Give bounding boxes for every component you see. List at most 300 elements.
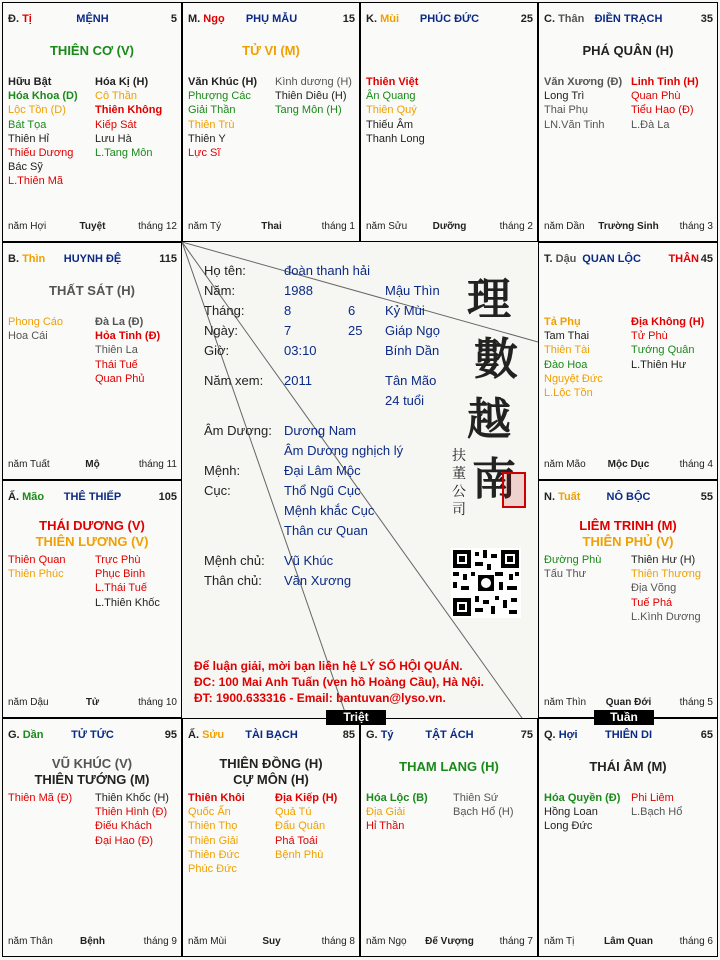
month-value: 8 bbox=[284, 303, 292, 318]
minor-star: Thiên Khốc (H) bbox=[95, 792, 169, 804]
earthly-branch: Ngọ bbox=[203, 13, 225, 25]
minor-star: Tấu Thư bbox=[544, 568, 587, 581]
palace-tuat[interactable] bbox=[538, 480, 718, 718]
minor-star: Tả Phụ bbox=[544, 316, 581, 328]
minor-star: Tiểu Hao (Đ) bbox=[631, 104, 694, 117]
life-stage: Dưỡng bbox=[432, 221, 467, 232]
day-canchi: Giáp Ngọ bbox=[385, 323, 440, 338]
minor-limit-year: năm Hợi bbox=[8, 221, 47, 232]
minor-stars-left bbox=[8, 791, 72, 805]
minor-star: Ân Quang bbox=[366, 90, 416, 103]
minor-limit-year: năm Tý bbox=[188, 221, 222, 232]
minor-stars-left bbox=[188, 75, 257, 160]
palace-footer bbox=[188, 936, 355, 948]
major-limit-age: 115 bbox=[159, 253, 177, 265]
earthly-branch: Tý bbox=[380, 729, 394, 741]
palace-name: NÔ BỘC bbox=[606, 491, 651, 503]
palace-location bbox=[544, 253, 576, 265]
minor-limit-year: năm Mùi bbox=[188, 936, 227, 947]
minor-star: Thiếu Âm bbox=[366, 118, 414, 131]
minor-star: Địa Võng bbox=[631, 582, 677, 595]
minor-star: Cô Thần bbox=[95, 90, 137, 103]
palace-location bbox=[8, 13, 32, 25]
year-label: Năm: bbox=[204, 283, 236, 298]
month-limit: tháng 11 bbox=[138, 459, 177, 470]
major-limit-age: 105 bbox=[158, 491, 177, 503]
palace-header bbox=[188, 729, 355, 743]
minor-star: Phúc Đức bbox=[188, 863, 237, 876]
minor-star: Địa Không (H) bbox=[631, 316, 705, 328]
minor-star: L.Lộc Tồn bbox=[544, 387, 593, 400]
palace-footer bbox=[8, 697, 177, 709]
minor-star: L.Kình Dương bbox=[631, 610, 701, 623]
minor-stars-right bbox=[631, 791, 682, 819]
minor-limit-year: năm Mão bbox=[544, 459, 586, 470]
month-limit: tháng 8 bbox=[321, 936, 355, 947]
minor-star: Thai Phụ bbox=[544, 104, 589, 117]
minor-star: Đà La (Đ) bbox=[95, 316, 144, 328]
minor-star: Đào Hoa bbox=[544, 358, 588, 371]
main-star: THIÊN TƯỚNG (M) bbox=[34, 772, 150, 787]
minor-stars-right bbox=[631, 315, 704, 372]
menh-value: Đại Lâm Mộc bbox=[284, 463, 361, 478]
month-limit: tháng 5 bbox=[679, 697, 713, 708]
side-seal-text: 扶 董 公 司 bbox=[452, 448, 466, 518]
than-cu-value: Thân cư Quan bbox=[284, 523, 368, 538]
minor-star: Văn Xương (Đ) bbox=[544, 76, 623, 88]
menh-chu-label: Mệnh chủ: bbox=[204, 553, 265, 568]
palace-dau[interactable] bbox=[538, 242, 718, 480]
minor-stars-right bbox=[95, 315, 160, 386]
than-chu-label: Thân chủ: bbox=[204, 573, 262, 588]
palace-name: THÊ THIẾP bbox=[63, 491, 122, 503]
age-value: 24 tuổi bbox=[385, 393, 425, 408]
earthly-branch: Thân bbox=[558, 13, 585, 25]
minor-star: Hữu Bật bbox=[8, 76, 52, 88]
main-star: THAM LANG (H) bbox=[399, 759, 499, 774]
minor-star: Thiên Sứ bbox=[453, 792, 499, 804]
palace-header bbox=[8, 491, 177, 505]
amduong-relation: Âm Dương nghịch lý bbox=[284, 443, 404, 458]
cuc-relation: Mệnh khắc Cục bbox=[284, 503, 375, 518]
main-star: THIÊN PHỦ (V) bbox=[582, 534, 674, 549]
major-limit-age: 25 bbox=[520, 13, 533, 25]
palace-hoi[interactable] bbox=[538, 718, 718, 957]
palace-footer bbox=[544, 936, 713, 948]
minor-stars-right bbox=[95, 553, 160, 610]
hour-value: 03:10 bbox=[284, 343, 317, 358]
minor-limit-year: năm Ngọ bbox=[366, 936, 407, 947]
palace-header bbox=[544, 13, 713, 27]
minor-star: Hồng Loan bbox=[544, 806, 598, 819]
earthly-branch: Tị bbox=[22, 13, 32, 25]
heavenly-stem: B. bbox=[8, 253, 19, 265]
minor-star: Văn Khúc (H) bbox=[188, 76, 258, 88]
month-limit: tháng 10 bbox=[138, 697, 177, 708]
minor-star: Linh Tinh (H) bbox=[631, 76, 699, 88]
minor-star: Tuế Phá bbox=[631, 596, 673, 609]
palace-footer bbox=[8, 459, 177, 471]
minor-star: L.Thái Tuế bbox=[95, 582, 147, 595]
palace-footer bbox=[544, 697, 713, 709]
minor-star: Bát Tọa bbox=[8, 118, 47, 131]
earthly-branch: Mùi bbox=[380, 13, 400, 25]
palace-header bbox=[544, 729, 713, 743]
menh-chu-value: Vũ Khúc bbox=[284, 553, 334, 568]
minor-star: Điếu Khách bbox=[95, 820, 152, 833]
palace-name: QUAN LỘC bbox=[582, 253, 641, 265]
minor-stars-left bbox=[544, 553, 601, 581]
name-label: Họ tên: bbox=[204, 263, 246, 278]
minor-star: Thanh Long bbox=[366, 132, 425, 145]
calligraphy-char-3: 越 bbox=[467, 394, 511, 445]
year-canchi: Mậu Thìn bbox=[385, 283, 440, 298]
minor-star: Thiên Hư (H) bbox=[631, 554, 696, 566]
minor-star: Kình dương (H) bbox=[275, 76, 352, 88]
main-star: TỬ VI (M) bbox=[242, 43, 300, 58]
palace-ty[interactable] bbox=[360, 718, 538, 957]
life-stage: Suy bbox=[262, 936, 281, 947]
minor-star: Trực Phù bbox=[95, 554, 141, 566]
palace-header bbox=[8, 13, 177, 27]
minor-stars-right bbox=[631, 553, 701, 624]
minor-star: Địa Giải bbox=[366, 806, 406, 819]
minor-star: Địa Kiếp (H) bbox=[275, 792, 338, 804]
palace-footer bbox=[8, 221, 177, 233]
hour-label: Giờ: bbox=[204, 343, 230, 358]
minor-star: Thiên Việt bbox=[366, 76, 419, 88]
view-year-canchi: Tân Mão bbox=[385, 373, 437, 388]
than-marker: THÂN bbox=[668, 253, 699, 265]
life-stage: Thai bbox=[261, 221, 282, 232]
main-star: THIÊN CƠ (V) bbox=[49, 43, 135, 58]
triet-marker: Triệt bbox=[326, 710, 386, 725]
minor-star: Thiên Diêu (H) bbox=[275, 90, 347, 103]
life-stage: Tử bbox=[85, 697, 100, 708]
minor-star: Kiếp Sát bbox=[95, 118, 137, 131]
palace-location bbox=[8, 729, 43, 741]
minor-star: Phong Cáo bbox=[8, 316, 64, 328]
palace-mui[interactable] bbox=[360, 2, 538, 242]
red-seal-stamp bbox=[502, 472, 526, 508]
heavenly-stem: C. bbox=[544, 13, 555, 25]
heavenly-stem: K. bbox=[366, 13, 377, 25]
palace-footer bbox=[188, 221, 355, 233]
palace-footer bbox=[366, 221, 533, 233]
minor-star: Phục Binh bbox=[95, 568, 146, 581]
day-value: 7 bbox=[284, 323, 292, 338]
minor-star: L.Thiên Mã bbox=[8, 175, 64, 188]
minor-star: Hỉ Thần bbox=[366, 820, 405, 833]
palace-location bbox=[544, 491, 580, 503]
minor-stars-left bbox=[544, 75, 622, 132]
main-star: THIÊN ĐỒNG (H) bbox=[219, 756, 323, 771]
minor-stars-left bbox=[8, 315, 63, 343]
minor-limit-year: năm Sửu bbox=[366, 221, 408, 232]
minor-star: Thiên Y bbox=[188, 132, 226, 145]
main-star: VŨ KHÚC (V) bbox=[51, 756, 133, 771]
life-stage: Quan Đới bbox=[605, 697, 652, 708]
major-limit-age: 5 bbox=[170, 13, 177, 25]
minor-star: Thiếu Dương bbox=[8, 147, 74, 160]
minor-star: Thiên Hình (Đ) bbox=[95, 806, 168, 819]
minor-star: Giải Thần bbox=[188, 104, 236, 117]
month-label: Tháng: bbox=[204, 303, 245, 318]
heavenly-stem: N. bbox=[544, 491, 555, 503]
palace-location bbox=[366, 729, 394, 741]
minor-stars-left bbox=[8, 553, 65, 581]
palace-mao[interactable] bbox=[2, 480, 182, 718]
minor-star: Thiên Tài bbox=[544, 344, 590, 357]
minor-limit-year: năm Tuất bbox=[8, 459, 50, 470]
minor-star: Tam Thai bbox=[544, 330, 590, 343]
palace-location bbox=[188, 729, 224, 741]
month-limit: tháng 1 bbox=[321, 221, 355, 232]
life-stage: Đế Vượng bbox=[425, 936, 474, 947]
life-stage: Bệnh bbox=[80, 936, 105, 947]
palace-than[interactable] bbox=[538, 2, 718, 242]
month-limit: tháng 9 bbox=[143, 936, 177, 947]
major-limit-age: 65 bbox=[700, 729, 713, 741]
life-stage: Mộc Dục bbox=[607, 459, 650, 470]
month-limit: tháng 2 bbox=[499, 221, 533, 232]
minor-star: Thiên Trù bbox=[188, 118, 235, 131]
earthly-branch: Dậu bbox=[555, 253, 577, 265]
palace-footer bbox=[8, 936, 177, 948]
month-limit: tháng 7 bbox=[499, 936, 533, 947]
minor-limit-year: năm Dậu bbox=[8, 697, 49, 708]
minor-limit-year: năm Tị bbox=[544, 936, 575, 947]
major-limit-age: 45 bbox=[700, 253, 713, 265]
major-limit-age: 55 bbox=[700, 491, 713, 503]
contact-line-2: ĐC: 100 Mai Anh Tuấn (ven hồ Hoàng Cầu), Hà Nội. bbox=[194, 675, 485, 689]
minor-limit-year: năm Thìn bbox=[544, 697, 587, 708]
palace-header bbox=[366, 13, 533, 27]
month-value-lunar: 6 bbox=[348, 303, 356, 318]
minor-star: Đẩu Quân bbox=[275, 820, 326, 833]
life-stage: Lâm Quan bbox=[604, 936, 653, 947]
view-year-label: Năm xem: bbox=[204, 373, 264, 388]
menh-label: Mệnh: bbox=[204, 463, 241, 478]
palace-dan[interactable] bbox=[2, 718, 182, 957]
palace-name: PHỤ MẪU bbox=[245, 13, 298, 25]
main-star: THÁI DƯƠNG (V) bbox=[39, 518, 145, 533]
palace-location bbox=[8, 491, 44, 503]
palace-suu[interactable] bbox=[182, 718, 360, 957]
main-star: THIÊN LƯƠNG (V) bbox=[35, 534, 149, 549]
minor-stars-left bbox=[544, 791, 620, 834]
palace-name: ĐIỀN TRẠCH bbox=[594, 13, 663, 25]
palace-header bbox=[8, 729, 177, 743]
minor-star: Thiên Thương bbox=[631, 568, 702, 581]
cuc-value: Thổ Ngũ Cục bbox=[284, 483, 361, 498]
main-star: PHÁ QUÂN (H) bbox=[582, 43, 674, 58]
earthly-branch: Thìn bbox=[22, 253, 46, 265]
minor-star: Thiên Quan bbox=[8, 554, 66, 566]
heavenly-stem: M. bbox=[188, 13, 201, 25]
amduong-value: Dương Nam bbox=[284, 423, 357, 438]
year-value: 1988 bbox=[284, 283, 313, 298]
palace-location bbox=[188, 13, 225, 25]
minor-star: L.Bạch Hổ bbox=[631, 806, 683, 819]
day-value-lunar: 25 bbox=[348, 323, 363, 338]
minor-star: L.Tang Môn bbox=[95, 147, 153, 160]
minor-star: Quan Phủ bbox=[95, 372, 145, 385]
palace-footer bbox=[544, 459, 713, 471]
contact-line-3: ĐT: 1900.633316 - Email: bantuvan@lyso.vn. bbox=[194, 691, 446, 705]
minor-star: Đại Hao (Đ) bbox=[95, 834, 154, 847]
heavenly-stem: T. bbox=[544, 253, 553, 265]
minor-star: Bạch Hổ (H) bbox=[453, 806, 514, 819]
minor-star: Long Đức bbox=[544, 820, 593, 833]
major-limit-age: 15 bbox=[342, 13, 355, 25]
month-limit: tháng 12 bbox=[138, 221, 177, 232]
earthly-branch: Tuất bbox=[558, 491, 581, 503]
day-label: Ngày: bbox=[204, 323, 238, 338]
life-stage: Mộ bbox=[85, 459, 100, 470]
palace-name: HUYNH ĐỆ bbox=[63, 253, 122, 265]
minor-star: Thiên Mã (Đ) bbox=[8, 792, 73, 804]
palace-location bbox=[544, 13, 584, 25]
minor-star: Quả Tú bbox=[275, 806, 312, 819]
minor-star: Long Trì bbox=[544, 90, 585, 103]
calligraphy-char-4: 南 bbox=[472, 454, 516, 505]
major-limit-age: 85 bbox=[342, 729, 355, 741]
heavenly-stem: Q. bbox=[544, 729, 556, 741]
qr-code-icon[interactable] bbox=[451, 548, 521, 618]
minor-stars-left bbox=[544, 315, 603, 400]
minor-star: Thiên Hỉ bbox=[8, 132, 49, 145]
minor-star: L.Thiên Hư bbox=[631, 358, 687, 371]
palace-location bbox=[544, 729, 578, 741]
palace-location bbox=[8, 253, 45, 265]
minor-star: L.Thiên Khốc bbox=[95, 596, 160, 609]
calligraphy-char-2: 數 bbox=[474, 334, 518, 385]
palace-header bbox=[366, 729, 533, 743]
minor-star: Hỏa Tinh (Đ) bbox=[95, 330, 161, 343]
amduong-label: Âm Dương: bbox=[204, 423, 272, 438]
minor-star: Phượng Các bbox=[188, 90, 251, 103]
palace-footer bbox=[544, 221, 713, 233]
heavenly-stem: G. bbox=[366, 729, 378, 741]
minor-star: Phi Liêm bbox=[631, 792, 674, 804]
minor-stars-right bbox=[275, 791, 337, 862]
minor-star: Đường Phù bbox=[544, 554, 602, 566]
month-limit: tháng 3 bbox=[679, 221, 713, 232]
month-limit: tháng 4 bbox=[679, 459, 713, 470]
minor-star: Thiên Đức bbox=[188, 848, 240, 861]
month-canchi: Kỷ Mùi bbox=[385, 303, 425, 318]
palace-ti[interactable] bbox=[2, 2, 182, 242]
main-star: LIÊM TRINH (M) bbox=[579, 518, 677, 533]
earthly-branch: Hợi bbox=[558, 729, 578, 741]
minor-star: Thiên Không bbox=[95, 104, 163, 117]
minor-star: Thiên Phúc bbox=[8, 568, 64, 581]
minor-stars-right bbox=[95, 791, 169, 848]
minor-star: Tử Phù bbox=[631, 330, 668, 343]
main-star: CỰ MÔN (H) bbox=[233, 772, 309, 787]
palace-name: PHÚC ĐỨC bbox=[419, 13, 480, 25]
earthly-branch: Dần bbox=[22, 729, 44, 741]
minor-star: Thái Tuế bbox=[95, 358, 138, 371]
minor-star: Hóa Lộc (B) bbox=[366, 792, 428, 804]
major-limit-age: 95 bbox=[164, 729, 177, 741]
minor-star: Thiên Thọ bbox=[188, 820, 238, 833]
life-stage: Trường Sinh bbox=[598, 221, 659, 232]
minor-star: Quan Phù bbox=[631, 90, 681, 103]
palace-header bbox=[544, 253, 713, 267]
hour-canchi: Bính Dần bbox=[385, 343, 440, 358]
main-star: THÁI ÂM (M) bbox=[589, 759, 667, 774]
minor-star: Quốc Ấn bbox=[188, 806, 231, 819]
palace-footer bbox=[366, 936, 533, 948]
cuc-label: Cục: bbox=[204, 483, 231, 498]
life-stage: Tuyệt bbox=[79, 221, 106, 232]
minor-star: Lực Sĩ bbox=[188, 147, 221, 160]
minor-star: L.Đà La bbox=[631, 118, 670, 131]
heavenly-stem: Ấ. bbox=[188, 729, 199, 741]
palace-header bbox=[188, 13, 355, 27]
minor-star: LN.Văn Tinh bbox=[544, 118, 605, 131]
main-star: THẤT SÁT (H) bbox=[49, 283, 135, 298]
minor-star: Hóa Khoa (D) bbox=[8, 90, 78, 103]
minor-star: Lưu Hà bbox=[95, 132, 132, 145]
major-limit-age: 75 bbox=[520, 729, 533, 741]
minor-star: Thiên Giải bbox=[188, 834, 239, 847]
minor-star: Tướng Quân bbox=[631, 344, 695, 357]
minor-star: Nguyệt Đức bbox=[544, 372, 603, 385]
tuan-marker: Tuần bbox=[594, 710, 654, 725]
minor-limit-year: năm Thân bbox=[8, 936, 53, 947]
minor-stars-left bbox=[366, 75, 425, 146]
palace-thin[interactable] bbox=[2, 242, 182, 480]
minor-star: Lộc Tồn (D) bbox=[8, 104, 66, 117]
minor-star: Thiên La bbox=[95, 344, 138, 357]
palace-name: TÀI BẠCH bbox=[245, 729, 298, 741]
palace-ngo[interactable] bbox=[182, 2, 360, 242]
heavenly-stem: Ấ. bbox=[8, 491, 19, 503]
minor-star: Hoa Cái bbox=[8, 330, 48, 343]
heavenly-stem: Đ. bbox=[8, 13, 19, 25]
center-panel bbox=[182, 242, 538, 718]
palace-location bbox=[366, 13, 399, 25]
minor-stars-left bbox=[188, 791, 245, 876]
minor-stars-left bbox=[8, 75, 78, 189]
calligraphy-char-1: 理 bbox=[467, 274, 511, 325]
minor-star: Tang Môn (H) bbox=[275, 104, 342, 117]
minor-star: Hóa Quyền (Đ) bbox=[544, 792, 621, 804]
than-chu-value: Văn Xương bbox=[284, 573, 352, 588]
palace-header bbox=[8, 253, 177, 267]
contact-line-1: Để luận giải, mời bạn liên hệ LÝ SỐ HỘI QUÁN. bbox=[194, 659, 463, 673]
minor-star: Phá Toái bbox=[275, 834, 318, 847]
minor-stars-right bbox=[275, 75, 352, 118]
earthly-branch: Sửu bbox=[202, 729, 225, 741]
minor-stars-right bbox=[453, 791, 514, 819]
palace-name: TẬT ÁCH bbox=[425, 729, 474, 741]
palace-name: MỆNH bbox=[76, 13, 109, 25]
minor-star: Bệnh Phù bbox=[275, 848, 324, 861]
earthly-branch: Mão bbox=[22, 491, 45, 503]
major-limit-age: 35 bbox=[700, 13, 713, 25]
view-year-value: 2011 bbox=[284, 373, 312, 388]
minor-star: Bác Sỹ bbox=[8, 161, 43, 174]
minor-stars-left bbox=[366, 791, 428, 834]
palace-header bbox=[544, 491, 713, 505]
month-limit: tháng 6 bbox=[679, 936, 713, 947]
palace-name: TỬ TỨC bbox=[71, 729, 114, 741]
heavenly-stem: G. bbox=[8, 729, 20, 741]
